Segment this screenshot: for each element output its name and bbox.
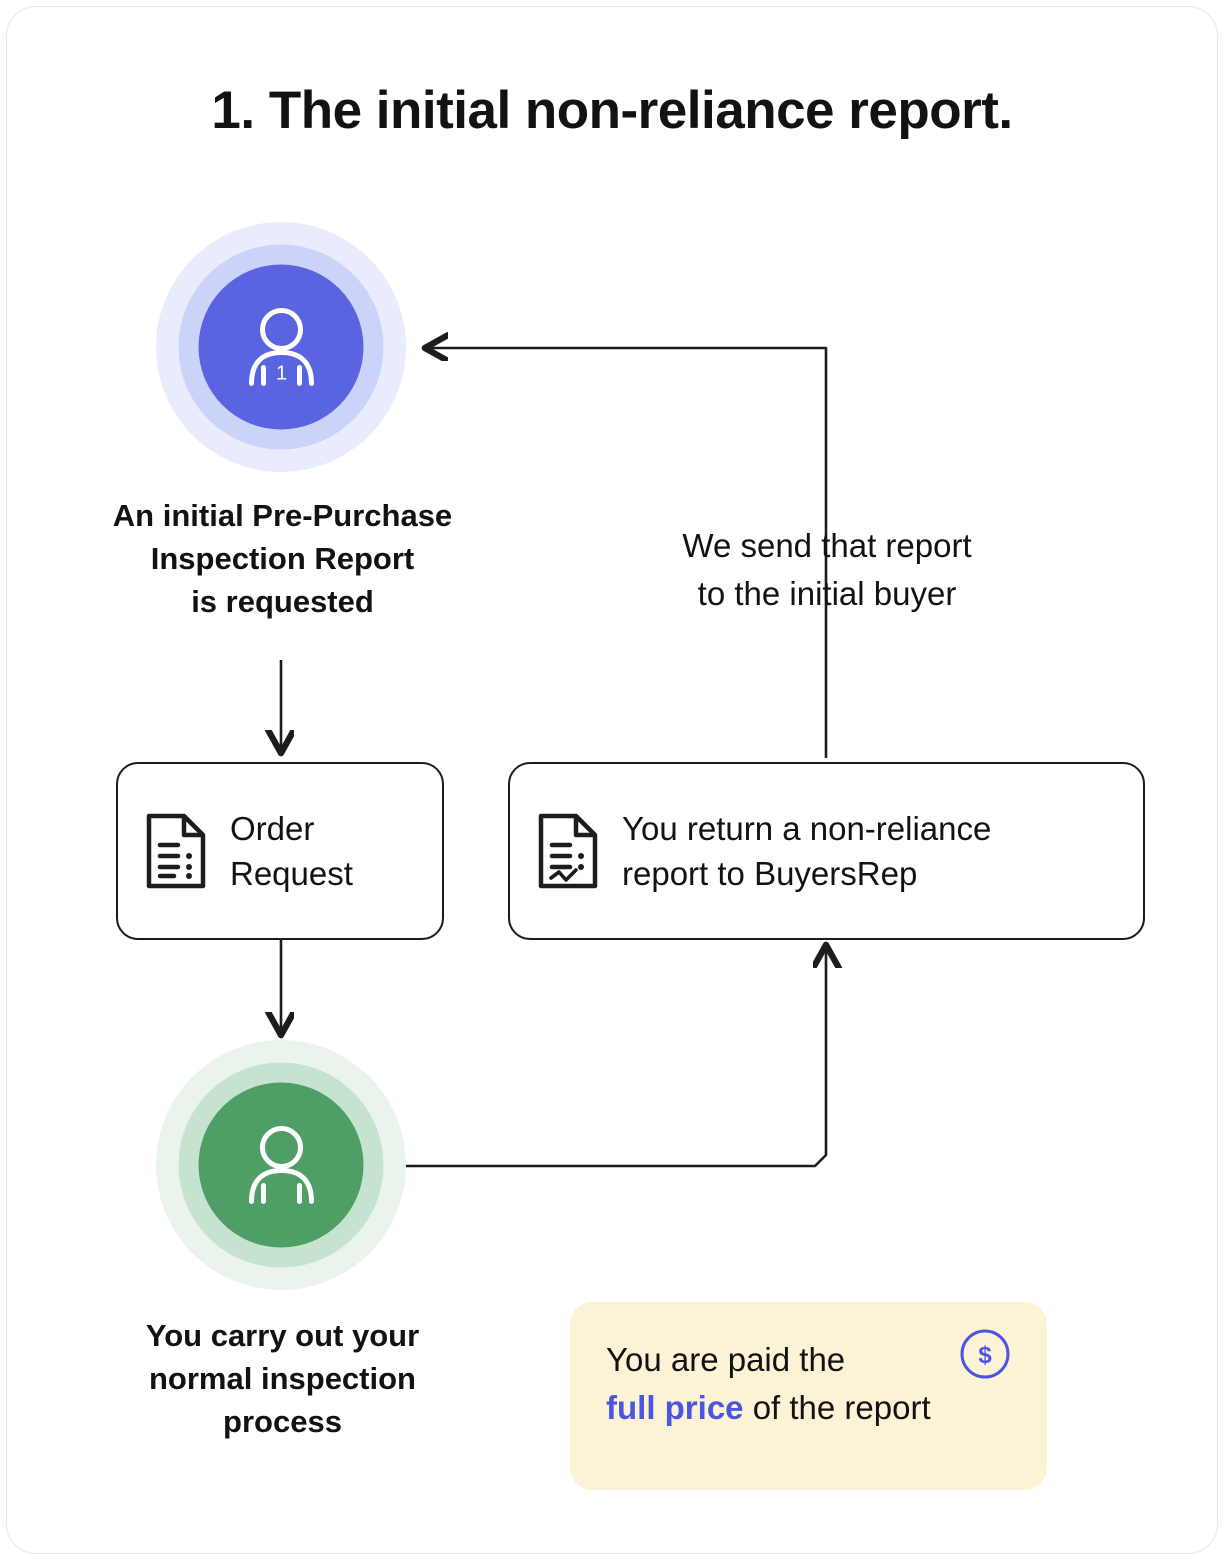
paid-banner-line-1: You are paid the: [606, 1341, 846, 1378]
document-chart-icon: [536, 812, 600, 890]
avatar-disc-green: [199, 1083, 364, 1248]
paid-banner-rest: of the report: [743, 1388, 931, 1426]
person-icon: [231, 1115, 331, 1215]
caption-inspector: [40, 1315, 525, 1443]
caption-line: normal inspection: [149, 1360, 416, 1396]
paid-banner-line-2: [606, 1384, 1011, 1432]
caption-line: is requested: [191, 583, 374, 619]
avatar-disc-blue: [199, 265, 364, 430]
caption-line: An initial Pre-Purchase: [112, 498, 453, 533]
caption-line: Inspection Report: [150, 540, 415, 576]
dollar-circle-icon: [959, 1328, 1011, 1380]
box-line: Order: [230, 809, 315, 847]
label-send-report: [602, 522, 1052, 618]
person-icon: [231, 297, 331, 397]
avatar-badge-number: 1: [275, 362, 287, 384]
label-line: to the initial buyer: [697, 574, 957, 612]
box-line: You return a non-reliance: [622, 809, 992, 847]
box-non-reliance-report[interactable]: [508, 762, 1145, 940]
box-line: Request: [230, 855, 353, 892]
node-inspector: [156, 1040, 406, 1290]
caption-line: You carry out your: [145, 1318, 420, 1353]
box-line: report to BuyersRep: [622, 855, 918, 892]
box-order-request[interactable]: [116, 762, 444, 940]
page-title: 1. The initial non-reliance report.: [211, 81, 1013, 140]
svg-text:$: $: [978, 1342, 992, 1369]
paid-banner: [570, 1302, 1047, 1490]
caption-initial-buyer: [40, 495, 525, 623]
paid-banner-accent: full price: [606, 1388, 744, 1426]
label-line: We send that report: [682, 527, 972, 564]
document-icon: [144, 812, 208, 890]
caption-line: process: [223, 1403, 342, 1439]
box-order-request-text: [230, 806, 353, 896]
node-initial-buyer: [156, 222, 406, 472]
box-non-reliance-report-text: [622, 806, 991, 896]
